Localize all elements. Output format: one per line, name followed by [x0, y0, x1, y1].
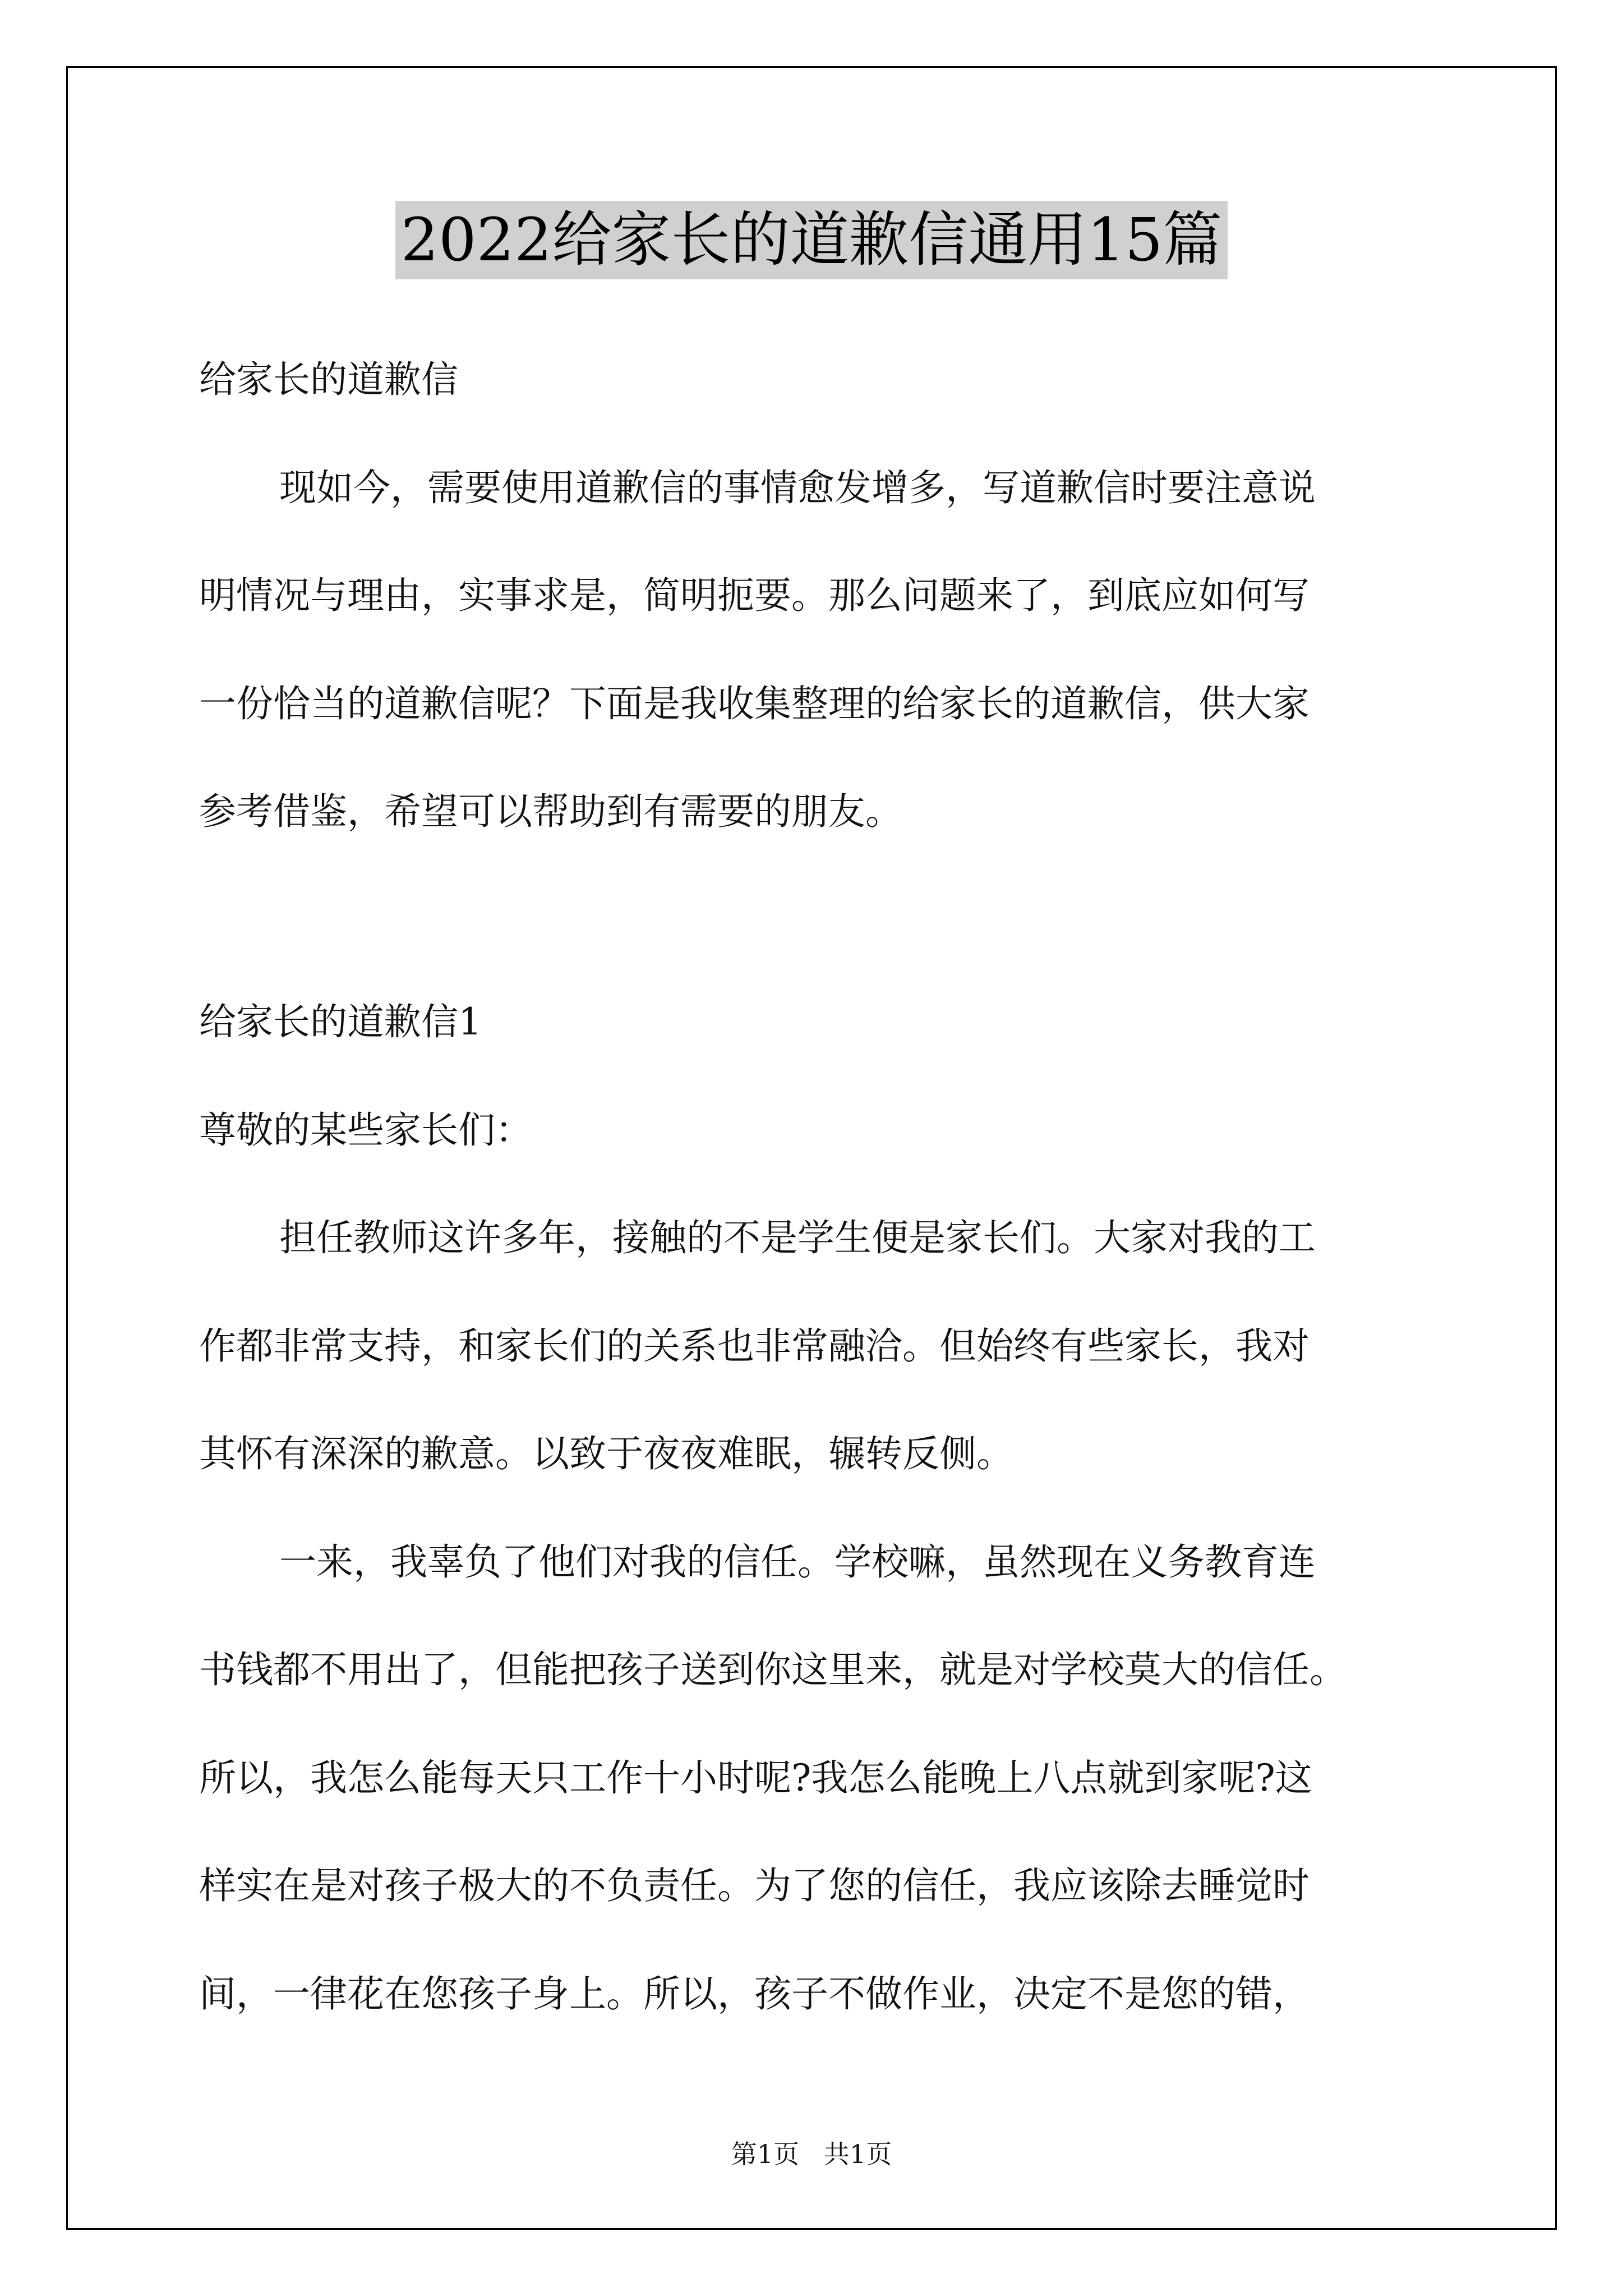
paragraph-line: 一来，我辜负了他们对我的信任。学校嘛，虽然现在义务教育连: [279, 1540, 1316, 1584]
intro-line: 一份恰当的道歉信呢？下面是我收集整理的给家长的道歉信，供大家: [199, 682, 1310, 725]
intro-line: 现如今，需要使用道歉信的事情愈发增多，写道歉信时要注意说: [279, 466, 1316, 509]
page-number-footer: 第1页 共1页: [731, 2139, 892, 2169]
paragraph-line: 间，一律花在您孩子身上。所以，孩子不做作业，决定不是您的错，: [199, 1972, 1310, 2016]
salutation: 尊敬的某些家长们：: [199, 1108, 532, 1152]
section-heading-intro: 给家长的道歉信: [199, 358, 458, 401]
section-heading-1: 给家长的道歉信1: [199, 1000, 482, 1043]
paragraph-line: 作都非常支持，和家长们的关系也非常融洽。但始终有些家长，我对: [199, 1324, 1310, 1368]
document-title: 2022给家长的道歉信通用15篇: [395, 201, 1228, 279]
paragraph-line: 其怀有深深的歉意。以致于夜夜难眠，辗转反侧。: [199, 1432, 1013, 1475]
paragraph-line: 书钱都不用出了，但能把孩子送到你这里来，就是对学校莫大的信任。: [199, 1648, 1347, 1691]
intro-line: 参考借鉴，希望可以帮助到有需要的朋友。: [199, 790, 902, 833]
paragraph-line: 样实在是对孩子极大的不负责任。为了您的信任，我应该除去睡觉时: [199, 1864, 1310, 1907]
paragraph-line: 所以，我怎么能每天只工作十小时呢?我怎么能晚上八点就到家呢?这: [199, 1756, 1312, 1800]
document-title-wrap: [0, 201, 1623, 279]
paragraph-line: 担任教师这许多年，接触的不是学生便是家长们。大家对我的工: [279, 1216, 1316, 1259]
intro-line: 明情况与理由，实事求是，简明扼要。那么问题来了，到底应如何写: [199, 574, 1310, 617]
